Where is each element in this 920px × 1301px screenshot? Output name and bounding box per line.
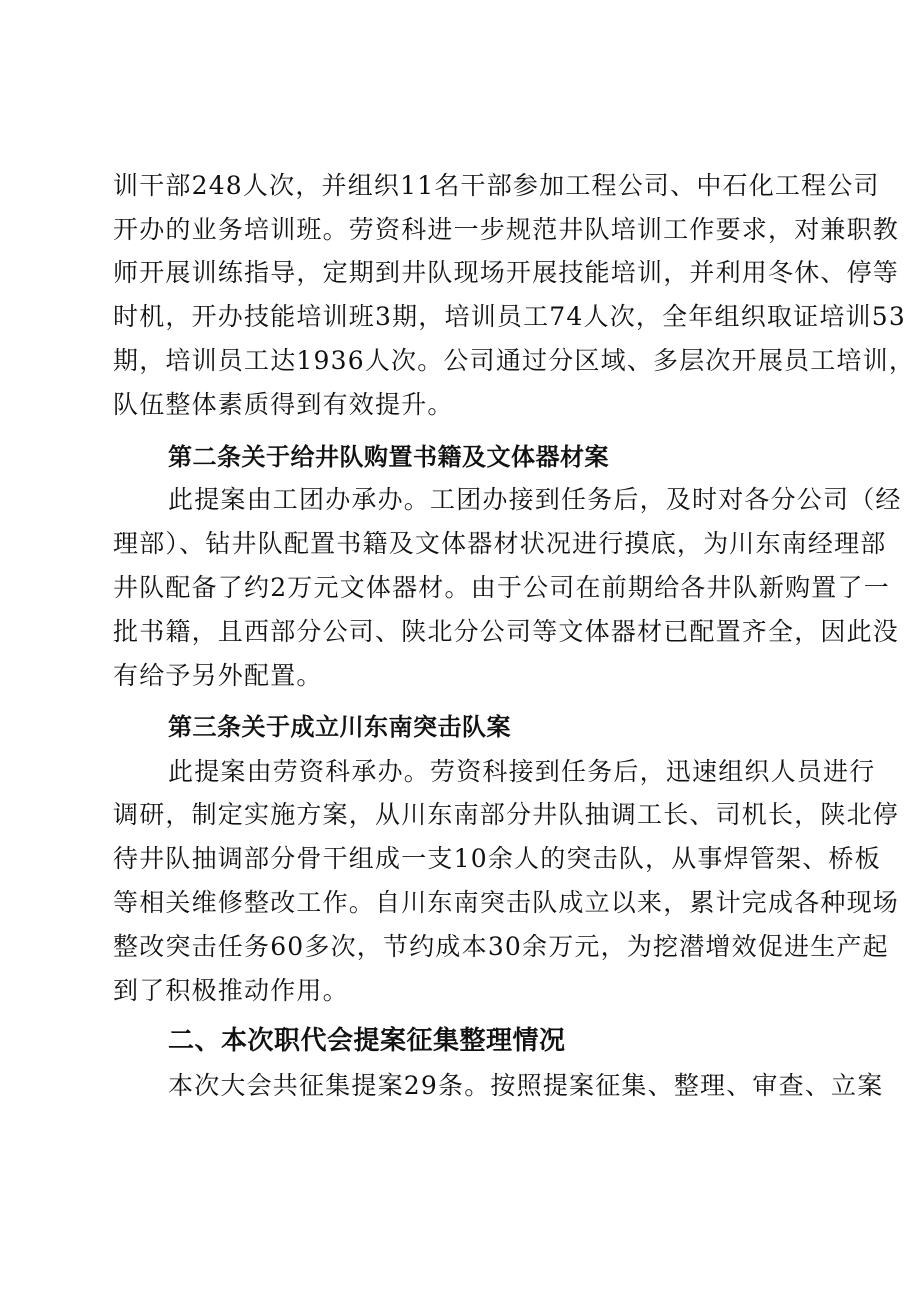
paragraph-line: 此提案由劳资科承办。劳资科接到任务后，迅速组织人员进行 xyxy=(168,757,876,786)
paragraph-line: 等相关维修整改工作。自川东南突击队成立以来，累计完成各种现场 xyxy=(113,888,900,917)
paragraph-line: 师开展训练指导，定期到井队现场开展技能培训，并利用冬休、停等 xyxy=(113,258,900,287)
paragraph-line: 井队配备了约2万元文体器材。由于公司在前期给各井队新购置了一 xyxy=(113,573,890,602)
paragraph-line: 期，培训员工达1936人次。公司通过分区域、多层次开展员工培训， xyxy=(113,346,916,375)
paragraph-line: 整改突击任务60多次，节约成本30余万元，为挖潜增效促进生产起 xyxy=(113,932,889,961)
paragraph-line: 队伍整体素质得到有效提升。 xyxy=(113,390,454,419)
section-heading: 第二条关于给井队购置书籍及文体器材案 xyxy=(168,443,609,471)
paragraph-line: 训干部248人次，并组织11名干部参加工程公司、中石化工程公司 xyxy=(113,171,880,200)
paragraph-line: 开办的业务培训班。劳资科进一步规范井队培训工作要求，对兼职教 xyxy=(113,215,900,244)
paragraph-line: 调研，制定实施方案，从川东南部分井队抽调工长、司机长，陕北停 xyxy=(113,800,900,829)
paragraph-line: 到了积极推动作用。 xyxy=(113,976,349,1005)
paragraph-line: 本次大会共征集提案29条。按照提案征集、整理、审查、立案 xyxy=(168,1071,884,1100)
paragraph-line: 待井队抽调部分骨干组成一支10余人的突击队，从事焊管架、桥板 xyxy=(113,844,881,873)
chapter-heading: 二、本次职代会提案征集整理情况 xyxy=(168,1026,566,1056)
paragraph-line: 批书籍，且西部分公司、陕北分公司等文体器材已配置齐全，因此没 xyxy=(113,617,900,646)
paragraph-line: 此提案由工团办承办。工团办接到任务后，及时对各分公司（经 xyxy=(168,485,902,514)
paragraph-line: 有给予另外配置。 xyxy=(113,661,323,690)
section-heading: 第三条关于成立川东南突击队案 xyxy=(168,713,511,741)
paragraph-line: 时机，开办技能培训班3期，培训员工74人次，全年组织取证培训53 xyxy=(113,302,906,331)
paragraph-line: 理部）、钻井队配置书籍及文体器材状况进行摸底，为川东南经理部 xyxy=(113,529,887,558)
